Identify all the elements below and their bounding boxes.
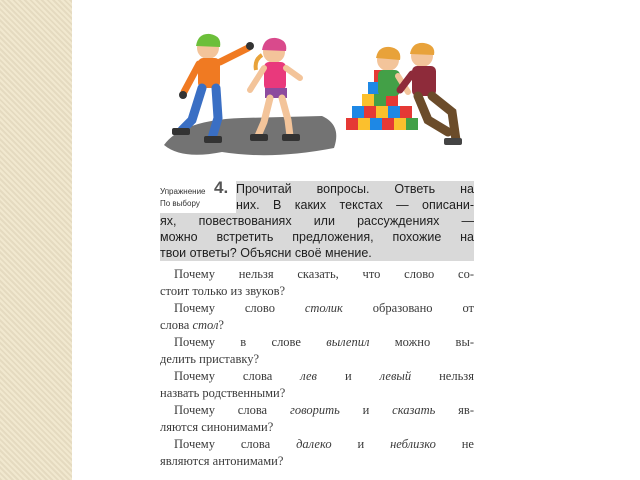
word-lev: лев (300, 369, 317, 383)
word-govorit: говорить (289, 403, 340, 417)
word-vylepil: вылепил (326, 335, 370, 349)
textbook-page (72, 0, 640, 480)
question-5-line-1: Почему слова говорить и сказать яв- (174, 403, 474, 417)
question-5-line-2: ляются синонимами? (160, 420, 274, 434)
question-4-line-2: назвать родственными? (160, 386, 286, 400)
exercise-line-2: них. В каких текстах — описани- (236, 198, 474, 212)
question-6-line-2: являются антонимами? (160, 454, 284, 468)
question-3-line-1: Почему в слове вылепил можно вы- (174, 335, 475, 349)
word-levyi: левый (379, 369, 412, 383)
word-daleko: далеко (296, 437, 332, 451)
word-stolik: столик (304, 301, 343, 315)
question-6-line-1: Почему слова далеко и неблизко не (174, 437, 474, 451)
word-neblizko: неблизко (390, 437, 436, 451)
word-stol: стол (192, 318, 219, 332)
exercise-line-4: можно встретить предложения, похожие на (160, 230, 474, 244)
question-1-line-1: Почему нельзя сказать, что слово со- (174, 267, 474, 281)
exercise-line-3: ях, повествованиях или рассуждениях — (160, 214, 474, 228)
word-skazat: сказать (392, 403, 436, 417)
question-2-line-1: Почему слово столик образовано от (174, 301, 474, 315)
exercise-line-5: твои ответы? Объясни своё мнение. (160, 245, 474, 261)
exercise-label: Упражнение (160, 187, 206, 196)
children-illustration (72, 0, 640, 180)
question-4-line-1: Почему слова лев и левый нельзя (174, 369, 474, 383)
exercise-number: 4. (214, 178, 229, 197)
binding-strip (0, 0, 74, 480)
question-3-line-2: делить приставку? (160, 352, 260, 366)
question-2-line-2: слова стол? (160, 318, 224, 332)
exercise-choice-label: По выбору (160, 199, 200, 208)
question-1-line-2: стоит только из звуков? (160, 284, 286, 298)
exercise-line-1: Прочитай вопросы. Ответь на (236, 182, 474, 196)
exercise-meta (160, 186, 206, 210)
